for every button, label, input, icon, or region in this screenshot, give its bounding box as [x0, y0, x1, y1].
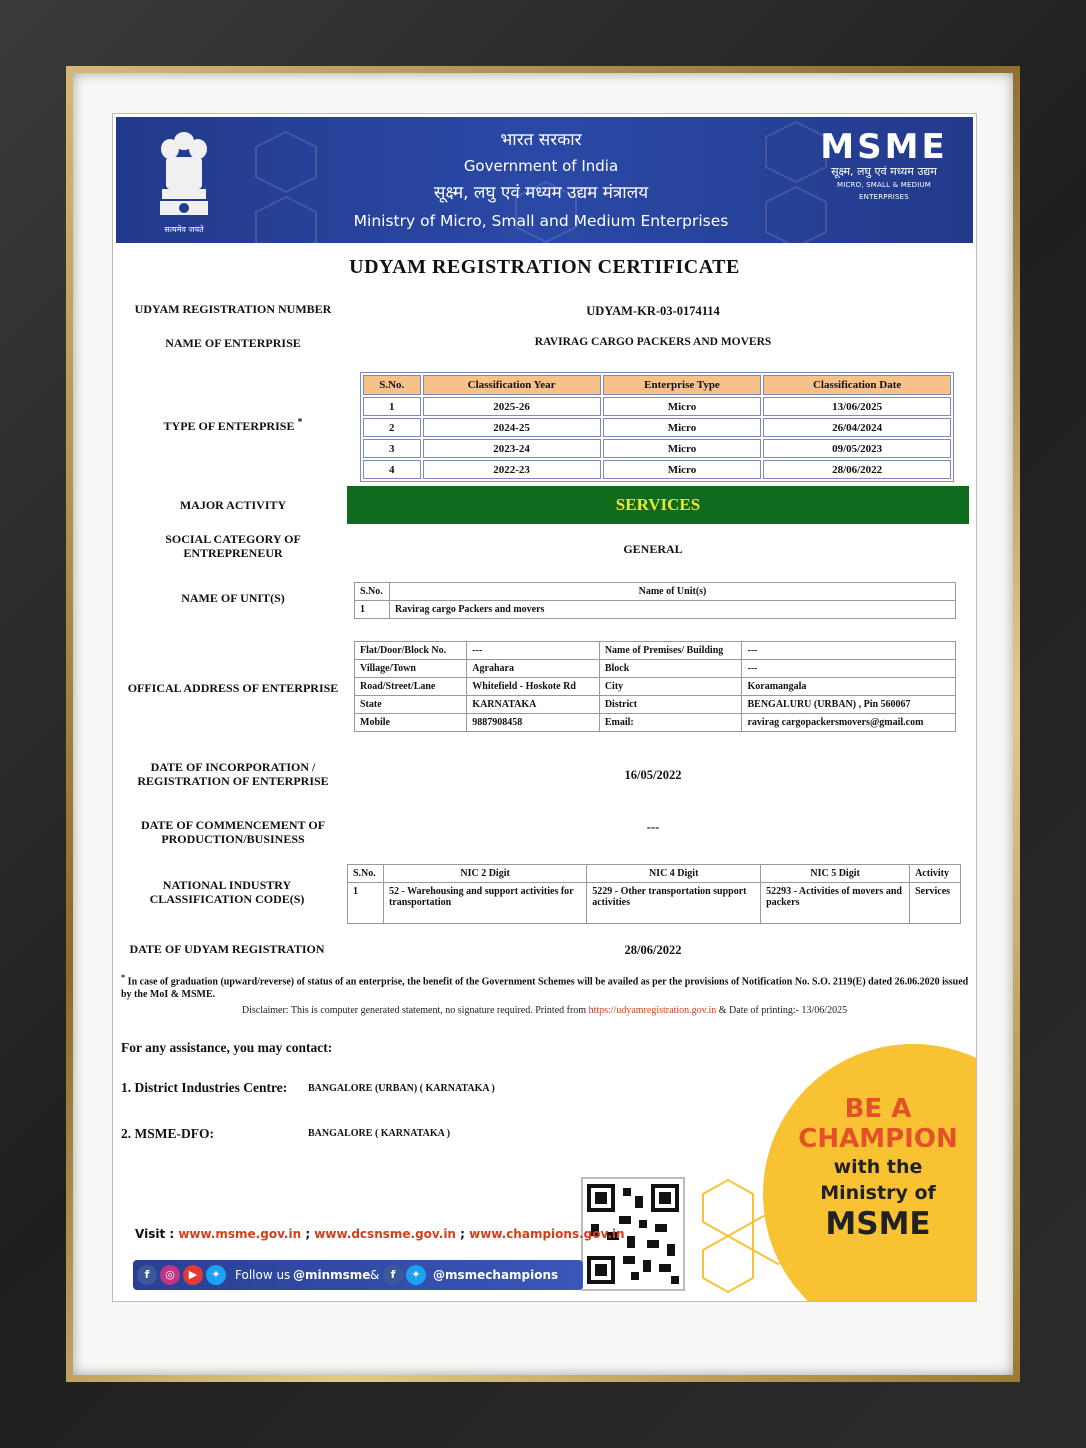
address-field-value: ravirag cargopackersmovers@gmail.com	[742, 714, 956, 732]
social-category-label: SOCIAL CATEGORY OF ENTREPRENEUR	[165, 532, 301, 560]
address-row	[355, 696, 956, 714]
handle-minmsme[interactable]: @minmsme	[293, 1268, 371, 1282]
address-field-value: ---	[742, 660, 956, 678]
classification-cell: 28/06/2022	[763, 460, 951, 479]
type-label: TYPE OF ENTERPRISE *	[163, 417, 303, 433]
govt-of-india: Government of India	[463, 157, 619, 175]
nic-label: NATIONAL INDUSTRY CLASSIFICATION CODE(S)	[149, 878, 305, 906]
classification-cell: 3	[363, 439, 421, 458]
address-field-label: Village/Town	[355, 660, 467, 678]
certificate-title: UDYAM REGISTRATION CERTIFICATE	[349, 256, 740, 278]
reg-number-label: UDYAM REGISTRATION NUMBER	[134, 302, 332, 316]
udyam-link[interactable]: https://udyamregistration.gov.in	[588, 1005, 717, 1016]
certificate	[112, 113, 977, 1302]
address-field-value: Agrahara	[467, 660, 600, 678]
classification-row	[363, 418, 951, 437]
facebook-icon[interactable]: f	[137, 1265, 157, 1285]
nic-header: Activity	[910, 865, 961, 883]
handle-msmechampions[interactable]: @msmechampions	[433, 1268, 559, 1282]
udyam-date-label: DATE OF UDYAM REGISTRATION	[129, 942, 325, 956]
visit-links: Visit : www.msme.gov.in ; www.dcsnsme.gov.in ; www.champions.gov.in	[135, 1227, 625, 1241]
youtube-icon[interactable]: ▶	[183, 1265, 203, 1285]
address-field-label: City	[599, 678, 742, 696]
follow-text: Follow us	[235, 1268, 291, 1282]
address-field-label: Email:	[599, 714, 742, 732]
hindi-ministry: सूक्ष्म, लघु एवं मध्यम उद्यम मंत्रालय	[433, 183, 649, 203]
nic-header: S.No.	[348, 865, 384, 883]
major-activity-label: MAJOR ACTIVITY	[179, 498, 287, 512]
msme-site-link[interactable]: www.msme.gov.in	[178, 1227, 302, 1241]
classification-cell: Micro	[603, 397, 762, 416]
nic-header: NIC 4 Digit	[587, 865, 761, 883]
address-field-value: KARNATAKA	[467, 696, 600, 714]
address-field-label: State	[355, 696, 467, 714]
commencement-date: ---	[646, 820, 660, 834]
ashoka-emblem-icon	[156, 127, 212, 219]
address-field-value: ---	[742, 642, 956, 660]
dic-label: 1. District Industries Centre:	[121, 1080, 288, 1095]
classification-header: Classification Date	[763, 375, 951, 395]
header-banner	[116, 117, 973, 243]
nic-cell: 1	[348, 883, 384, 924]
dic-value: BANGALORE (URBAN) ( KARNATAKA )	[308, 1083, 495, 1094]
nic-table	[347, 864, 961, 924]
incorporation-label: DATE OF INCORPORATION / REGISTRATION OF ENTERPRISE	[137, 760, 329, 788]
classification-cell: 1	[363, 397, 421, 416]
classification-header: Enterprise Type	[603, 375, 762, 395]
address-row	[355, 678, 956, 696]
address-field-value: ---	[467, 642, 600, 660]
classification-cell: 13/06/2025	[763, 397, 951, 416]
address-field-label: Block	[599, 660, 742, 678]
footnote: * In case of graduation (upward/reverse) of status of an enterprise, the benefit of the Government Schemes will be availed as per the provisions of Notification No. S.O. 2119(E) dated 26.06.2020 issued by the MoI & MSME.	[121, 973, 969, 1001]
enterprise-name: RAVIRAG CARGO PACKERS AND MOVERS	[534, 336, 772, 348]
champions-site-link[interactable]: www.champions.gov.in	[469, 1227, 625, 1241]
classification-cell: 2022-23	[423, 460, 601, 479]
classification-cell: Micro	[603, 418, 762, 437]
udyam-date: 28/06/2022	[624, 943, 682, 957]
classification-cell: 2024-25	[423, 418, 601, 437]
address-field-label: Flat/Door/Block No.	[355, 642, 467, 660]
nic-cell: 5229 - Other transportation support activities	[587, 883, 761, 924]
classification-cell: 09/05/2023	[763, 439, 951, 458]
reg-number: UDYAM-KR-03-0174114	[586, 304, 720, 318]
msme-logo: MSME सूक्ष्म, लघु एवं मध्यम उद्यम MICRO, SMALL & MEDIUM ENTERPRISES	[820, 127, 948, 201]
assistance-heading: For any assistance, you may contact:	[121, 1040, 333, 1055]
classification-cell: 26/04/2024	[763, 418, 951, 437]
nic-header: NIC 5 Digit	[761, 865, 910, 883]
facebook-icon-2[interactable]: f	[383, 1265, 403, 1285]
address-row	[355, 660, 956, 678]
units-label: NAME OF UNIT(S)	[181, 591, 285, 605]
classification-cell: Micro	[603, 460, 762, 479]
twitter-icon[interactable]: ✦	[206, 1265, 226, 1285]
nic-cell: Services	[910, 883, 961, 924]
address-field-value: BENGALURU (URBAN) , Pin 560067	[742, 696, 956, 714]
disclaimer: Disclaimer: This is computer generated statement, no signature required. Printed from https://udyamregistration.gov.in & Date of printing:- 13/06/2025	[241, 1005, 848, 1016]
classification-table	[360, 372, 954, 482]
classification-cell: 2	[363, 418, 421, 437]
units-header-sno: S.No.	[355, 583, 390, 601]
classification-cell: 4	[363, 460, 421, 479]
instagram-icon[interactable]: ◎	[160, 1265, 180, 1285]
ministry-name: Ministry of Micro, Small and Medium Enterprises	[353, 212, 729, 230]
twitter-icon-2[interactable]: ✦	[406, 1265, 426, 1285]
address-field-label: Road/Street/Lane	[355, 678, 467, 696]
major-activity: SERVICES	[347, 486, 969, 524]
classification-cell: 2025-26	[423, 397, 601, 416]
units-header-name: Name of Unit(s)	[390, 583, 956, 601]
unit-sno: 1	[355, 601, 390, 619]
classification-header: S.No.	[363, 375, 421, 395]
nic-row	[348, 883, 961, 924]
nic-cell: 52 - Warehousing and support activities for transportation	[383, 883, 586, 924]
address-label: OFFICAL ADDRESS OF ENTERPRISE	[127, 681, 339, 695]
address-row	[355, 714, 956, 732]
emblem-caption: सत्यमेव जयते	[164, 225, 204, 234]
dfo-value: BANGALORE ( KARNATAKA )	[308, 1128, 451, 1139]
champion-slogan: BE A CHAMPION with the Ministry of MSME	[798, 1094, 958, 1242]
incorporation-date: 16/05/2022	[624, 768, 682, 782]
classification-cell: 2023-24	[423, 439, 601, 458]
dfo-label: 2. MSME-DFO:	[121, 1126, 214, 1141]
national-emblem	[156, 127, 212, 235]
dcmsme-site-link[interactable]: www.dcsnsme.gov.in	[314, 1227, 456, 1241]
social-bar: f ◎ ▶ ✦ Follow us @minmsme & f ✦ @msmechampions	[133, 1260, 583, 1290]
nic-cell: 52293 - Activities of movers and packers	[761, 883, 910, 924]
address-field-value: 9887908458	[467, 714, 600, 732]
commencement-label: DATE OF COMMENCEMENT OF PRODUCTION/BUSINESS	[140, 818, 326, 846]
classification-row	[363, 397, 951, 416]
address-row	[355, 642, 956, 660]
address-field-value: Whitefield - Hoskote Rd	[467, 678, 600, 696]
classification-cell: Micro	[603, 439, 762, 458]
units-table	[354, 582, 956, 619]
address-field-label: Mobile	[355, 714, 467, 732]
classification-row	[363, 460, 951, 479]
unit-name: Ravirag cargo Packers and movers	[390, 601, 956, 619]
hindi-govt: भारत सरकार	[500, 130, 582, 150]
classification-row	[363, 439, 951, 458]
classification-header: Classification Year	[423, 375, 601, 395]
nic-header: NIC 2 Digit	[383, 865, 586, 883]
enterprise-name-label: NAME OF ENTERPRISE	[165, 336, 301, 350]
social-category: GENERAL	[623, 542, 683, 556]
address-field-value: Koramangala	[742, 678, 956, 696]
address-table	[354, 641, 956, 732]
address-field-label: Name of Premises/ Building	[599, 642, 742, 660]
address-field-label: District	[599, 696, 742, 714]
